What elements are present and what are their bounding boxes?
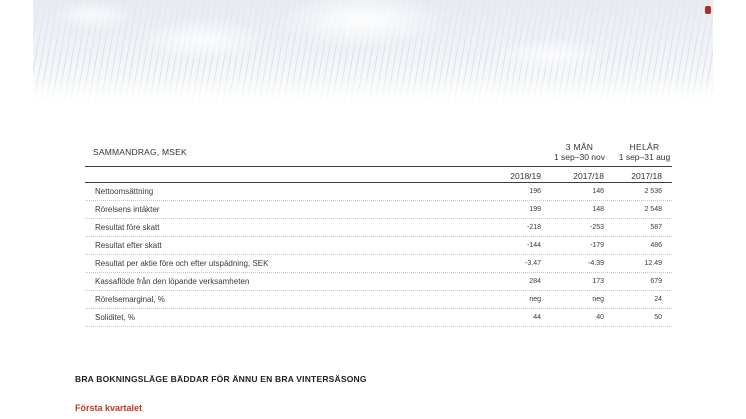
cell-q1-previous: -4.39 [588,260,604,267]
year-header: 2018/19 [510,171,541,181]
column-group-heading: HELÅR [629,142,660,152]
cell-q1-previous: 148 [592,206,604,213]
table-row [85,309,672,327]
cell-full-year: 50 [654,314,662,321]
cell-q1-current: neg [529,296,541,303]
cell-q1-previous: -179 [589,242,604,249]
year-header: 2017/18 [631,171,662,181]
cell-full-year: 679 [650,278,662,285]
cell-q1-current: 284 [529,278,541,285]
row-label: Nettoomsättning [95,187,154,196]
table-rule-top [85,166,672,167]
sub-heading: Första kvartalet [75,403,143,413]
cell-full-year: 2 548 [644,206,662,213]
column-group-full-year [607,142,682,162]
cell-q1-previous: -253 [589,224,604,231]
row-label: Kassaflöde från den löpande verksamheten [95,277,250,286]
table-row [85,291,672,309]
cell-q1-previous: 146 [592,188,604,195]
row-label: Resultat före skatt [95,223,160,232]
cell-full-year: 587 [650,224,662,231]
cell-q1-previous: 40 [596,314,604,321]
cell-q1-current: -218 [526,224,541,231]
table-row [85,219,672,237]
cell-q1-previous: neg [592,296,604,303]
summary-table [85,183,672,327]
row-label: Rörelsemarginal, % [95,295,165,304]
cell-full-year: 12.49 [644,260,662,267]
skier-figure [705,6,711,14]
cell-q1-current: 44 [533,314,541,321]
column-group-period: 1 sep–30 nov [553,152,606,162]
cell-q1-previous: 173 [592,278,604,285]
cell-q1-current: 196 [529,188,541,195]
cell-q1-current: -144 [526,242,541,249]
table-title: SAMMANDRAG, MSEK [93,147,187,157]
cell-full-year: 24 [654,296,662,303]
column-group-period: 1 sep–31 aug [618,152,671,162]
table-row [85,273,672,291]
row-label: Resultat per aktie före och efter utspädning, SEK [95,259,269,268]
image-fade [33,78,713,108]
row-label: Rörelsens intäkter [95,205,160,214]
year-header: 2017/18 [573,171,604,181]
cell-q1-current: 199 [529,206,541,213]
table-row [85,201,672,219]
cell-q1-current: -3.47 [525,260,541,267]
section-heading: BRA BOKNINGSLÄGE BÄDDAR FÖR ÄNNU EN BRA VINTERSÄSONG [75,374,367,384]
row-label: Resultat efter skatt [95,241,162,250]
table-row [85,237,672,255]
cell-full-year: 2 536 [644,188,662,195]
table-row [85,255,672,273]
column-group-heading: 3 MÅN [565,142,594,152]
ski-slope-header-image [33,0,713,108]
table-row [85,183,672,201]
cell-full-year: 486 [650,242,662,249]
row-label: Soliditet, % [95,313,136,322]
